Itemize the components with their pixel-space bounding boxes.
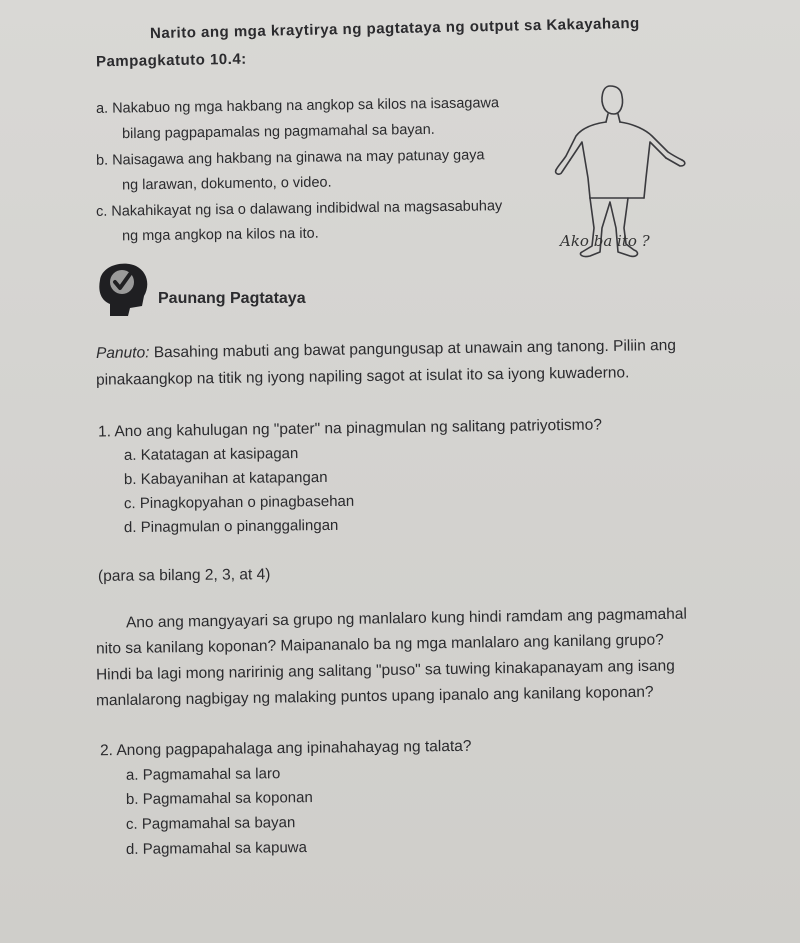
checkmark-head-icon [92, 258, 154, 320]
q2-option-d: d. Pagmamahal sa kapuwa [125, 839, 308, 858]
section-title: Paunang Pagtataya [158, 290, 306, 307]
q2-option-b: b. Pagmamahal sa koponan [125, 789, 313, 808]
criterion-a-line-2: bilang pagpapamalas ng pagmamahal sa bayan. [121, 121, 435, 143]
criterion-b-line-2: ng larawan, dokumento, o video. [121, 174, 332, 194]
question-1: 1. Ano ang kahulugan ng "pater" na pinagmulan ng salitang patriyotismo? [97, 416, 603, 441]
criterion-c-line-1: c. Nakahikayat ng isa o dalawang indibidwal na magsasabuhay [95, 198, 503, 220]
context-note: (para sa bilang 2, 3, at 4) [97, 566, 271, 585]
directions-line-1 [96, 337, 676, 363]
figure-caption: Ako ba ito ? [560, 232, 650, 250]
context-line-3: Hindi ba lagi mong naririnig ang salitang "puso" sa tuwing kinakapanayam ang isang [95, 657, 675, 684]
context-line-1: Ano ang mangyayari sa grupo ng manlalaro kung hindi ramdam ang pagmamahal [125, 605, 688, 632]
directions-label: Panuto: [95, 344, 150, 363]
question-2: 2. Anong pagpapahalaga ang ipinahahayag ng talata? [99, 737, 472, 760]
q1-option-b: b. Kabayanihan at katapangan [123, 468, 328, 489]
criterion-a-line-1: a. Nakabuo ng mga hakbang na angkop sa kilos na isasagawa [95, 95, 500, 117]
intro-line-2: Pampagkatuto 10.4: [95, 50, 247, 71]
q1-option-a: a. Katatagan at kasipagan [123, 445, 299, 464]
q1-option-c: c. Pinagkopyahan o pinagbasehan [123, 492, 355, 513]
context-line-2: nito sa kanilang koponan? Maipananalo ba ng mga manlalaro ang kanilang grupo? [95, 631, 664, 658]
criterion-b-line-1: b. Naisagawa ang hakbang na ginawa na may patunay gaya [95, 147, 485, 169]
q2-option-c: c. Pagmamahal sa bayan [125, 814, 296, 833]
q2-option-a: a. Pagmamahal sa laro [125, 765, 281, 784]
criterion-c-line-2: ng mga angkop na kilos na ito. [121, 225, 319, 245]
directions-line-2: pinakaangkop na titik ng iyong napiling sagot at isulat ito sa iyong kuwaderno. [95, 364, 630, 389]
intro-line-1: Narito ang mga kraytirya ng pagtataya ng output sa Kakayahang [149, 14, 640, 43]
context-line-4: manlalarong nagbigay ng malaking puntos upang ipanalo ang kanilang koponan? [95, 683, 654, 710]
q1-option-d: d. Pinagmulan o pinanggalingan [123, 516, 339, 537]
directions-text-1: Basahing mabuti ang bawat pangungusap at unawain ang tanong. Piliin ang [149, 336, 677, 362]
